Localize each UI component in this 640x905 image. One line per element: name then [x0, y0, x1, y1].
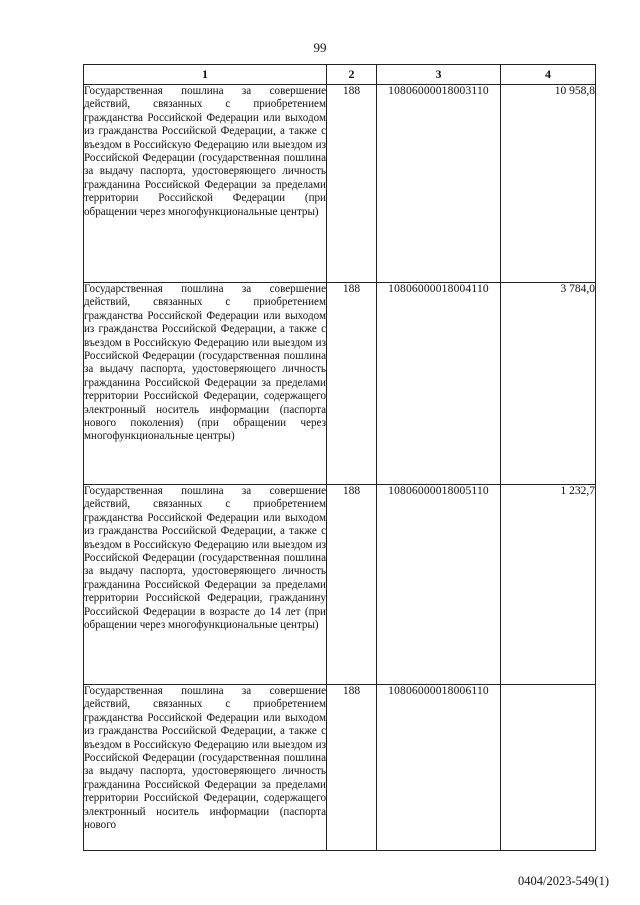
page-number: 99 [313, 40, 327, 55]
row-kbk-cell: 10806000018003110 [377, 85, 501, 283]
column-header-code: 2 [327, 65, 377, 85]
row-kbk-cell: 10806000018005110 [377, 485, 501, 685]
revenue-table [83, 64, 596, 851]
row-amount-cell [501, 685, 596, 851]
document-footer-code: 0404/2023-549(1) [518, 874, 609, 888]
table-row [84, 85, 596, 283]
row-amount-cell: 1 232,7 [501, 485, 596, 685]
row-name-cell: Государственная пошлина за совершение действий, связанных с приобретением гражданства Российской Федерации или выходом из гражданства Российской Федерации, а также с въездом в Российскую Федерацию или выездом из Российской Федерации (государственная пошлина за выдачу паспорта, удостоверяющего личность гражданина Российской Федерации за пределами территории Российской Федерации, гражданину Российской Федерации в возрасте до 14 лет (при обращении через многофункциональные центры) [84, 485, 327, 685]
row-admin-code-cell: 188 [327, 85, 377, 283]
row-name-cell: Государственная пошлина за совершение действий, связанных с приобретением гражданства Российской Федерации или выходом из гражданства Российской Федерации, а также с въездом в Российскую Федерацию или выездом из Российской Федерации (государственная пошлина за выдачу паспорта, удостоверяющего личность гражданина Российской Федерации за пределами территории Российской Федерации, содержащего электронный носитель информации (паспорта нового [84, 685, 327, 851]
row-name-cell: Государственная пошлина за совершение действий, связанных с приобретением гражданства Российской Федерации или выходом из гражданства Российской Федерации, а также с въездом в Российскую Федерацию или выездом из Российской Федерации (государственная пошлина за выдачу паспорта, удостоверяющего личность гражданина Российской Федерации за пределами территории Российской Федерации, содержащего электронный носитель информации (паспорта нового поколения) (при обращении через многофункциональные центры) [84, 283, 327, 485]
row-kbk-cell: 10806000018006110 [377, 685, 501, 851]
column-header-kbk: 3 [377, 65, 501, 85]
table-row [84, 485, 596, 685]
row-admin-code-cell: 188 [327, 685, 377, 851]
table-row [84, 283, 596, 485]
row-admin-code-cell: 188 [327, 485, 377, 685]
row-kbk-cell: 10806000018004110 [377, 283, 501, 485]
row-amount-cell: 10 958,8 [501, 85, 596, 283]
table-header-row [84, 65, 596, 85]
row-amount-cell: 3 784,0 [501, 283, 596, 485]
column-header-name: 1 [84, 65, 327, 85]
column-header-amount: 4 [501, 65, 596, 85]
table-row [84, 685, 596, 851]
row-name-cell: Государственная пошлина за совершение действий, связанных с приобретением гражданства Российской Федерации или выходом из гражданства Российской Федерации, а также с въездом в Российскую Федерацию или выездом из Российской Федерации (государственная пошлина за выдачу паспорта, удостоверяющего личность гражданина Российской Федерации за пределами территории Российской Федерации (при обращении через многофункциональные центры) [84, 85, 327, 283]
row-admin-code-cell: 188 [327, 283, 377, 485]
